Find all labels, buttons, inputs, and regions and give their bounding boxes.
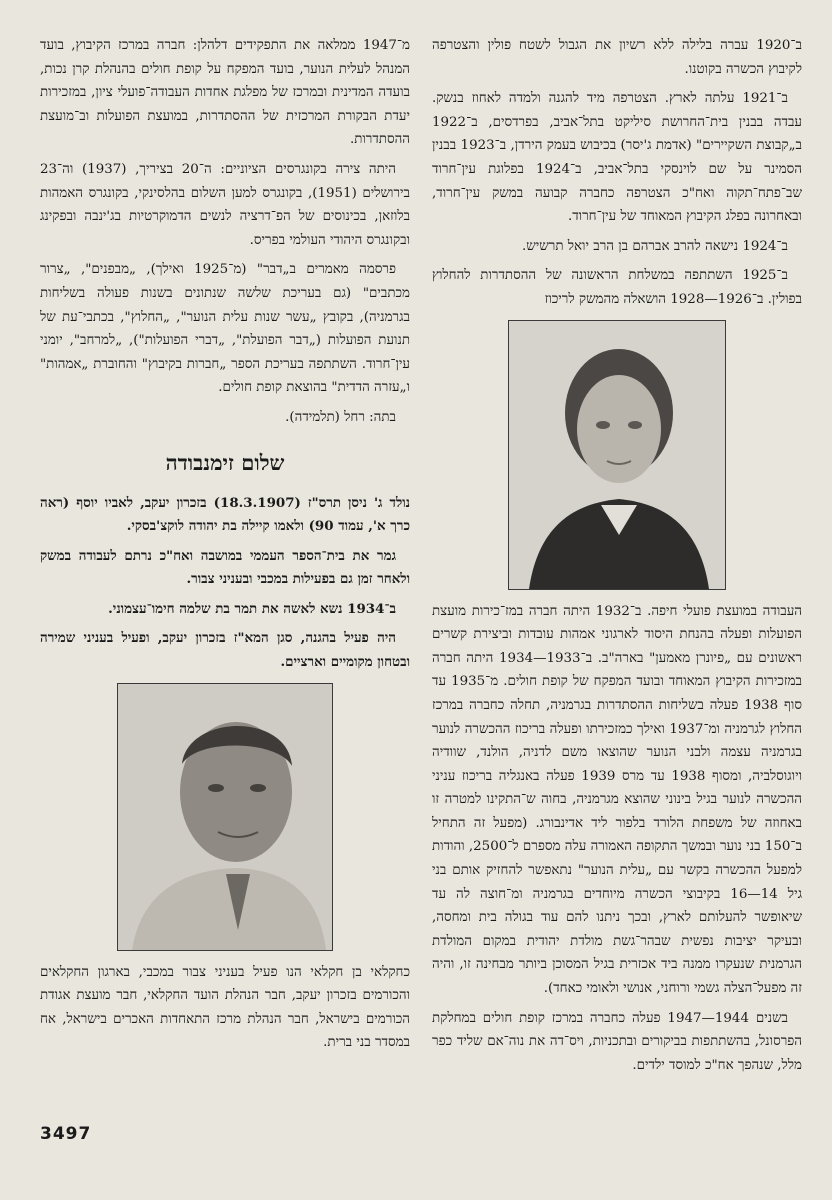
paragraph: ב־1934 נשא לאשה את תמר בת שלמה חימו־עצמוני. xyxy=(108,600,396,617)
right-column xyxy=(432,34,802,1083)
portrait-man-graphic xyxy=(118,684,332,950)
paragraph: גמר את בית־הספר העממי במושבה ואח"כ נרתם לעבודה במשק ולאחר זמן גם בפעילות במכבי ובעניני צבור. xyxy=(40,547,410,588)
left-column xyxy=(40,34,410,1061)
portrait-photo-man xyxy=(117,683,333,951)
page-number: 3497 xyxy=(40,1124,92,1144)
paragraph: כחקלאי בן חקלאי הנו פעיל בעניני צבור במכבי, בארגון החקלאים והכורמים בזכרון יעקב, חבר הנהלת הועד החקלאי, חבר מועצת אגודת הכורמים בישראל, חבר הנהלת מרכז התאחדות האכרים בישראל, אח במסדר בני ברית. xyxy=(40,964,410,1051)
paragraph: בתה: רחל (תלמידה). xyxy=(285,409,396,425)
paragraph: היתה צירה בקונגרסים הציוניים: ה־20 בציריך, (1937) וה־23 בירושלים (1951), בקונגרס למען השלום בהלסינקי, בקונגרס האמהות בלוזאן, בכינוסים של הפ־דרציה לנשים הדמוקרטיות בג'ינבה ובפקינג ובקונגרס היהודי העולמי בפריס. xyxy=(40,161,411,248)
paragraph: פרסמה מאמרים ב„דבר" (מ־1925 ואילך), „מבפנים", „צרור מכתבים" (גם בעריכת שלשה שנתונים בשנות פעולה בשליחות בגרמניה), בקובץ „עשר שנות עלית הנוער", „החלוץ", בכתבי־עת של תנועת הפועלות („דבר הפועלת", „דברי הפועלות"), „למרחב", יומני עין־חרוד. השתתפה בעריכת הספר „חברות בקיבוץ" והחוברת „אמהות" ו„עזרה הדדית" בהוצאת קופת חולים. xyxy=(40,262,410,396)
biography-heading: שלום זימנבודה xyxy=(165,449,285,475)
paragraph: בשנים 1944—1947 פעלה כחברה במרכז קופת חולים במחלקת הפרסונל, בהשתתפות בביקורים ובתכניות, ויס־דה את נוה־אם שליד כפר מלל, שנהפך אח"כ למוסד ילדים. xyxy=(432,1010,802,1073)
paragraph: העבודה במועצת פועלי חיפה. ב־1932 היתה חברה במז־כירות מועצת הפועלות ופעלה בהנחת היסוד לארגוני אמהות עובדות וביצירת קשרים ראשונים עם „פיונרן מאמען" בארה"ב. ב־1933—1934 היתה חברה במזכירות הקיבוץ המאוחד ובועד המפקח של קופת חולים. מ־1935 עד סוף 1938 פעלה בשליחות ההסתדרות בגרמניה, תחלה כחברה במרכז החלוץ לגרמניה ומ־1937 ואילך כמזכירתו ופעלה בריכוז ההכשרה לנוער בגרמניה עצמה ולבני הנוער שהוצאו משם לדניה, הולנד, שוודיה ויוגוסלביה, ומסוף 1938 עד מרס 1939 פעלה באנגליה בריכוז עניני ההכשרה לנוער בגיל בינוני שהוצא מגרמניה, בחוה ש־התקינו למטרה זו באחוזה של משפחת הלורד בלפור ליד אדינבורג. (מפעל זה התחיל ב־150 בני נוער ובמשך התקופה האמורה עלה מספרם ל־2500, והודות למפעל ההכשרה בקשר עם „עלית הנוער" נתאפשר להחזיק אותם בני גיל 14—16 בקיבוצי הכשרה מיוחדים בגרמניה ומ־חוצה לה עד שיאופשר להעלותם לארץ, ובכך ניתנו להם עוד בגולה בית ומחסה, ובעיקר יציבות נפשית שבהר־גשת מולדת יהודית במקום המולדת הגרמנית שנעקרו ממנה ביד אכזרית בגיל המסוכן ביותר מבחינה זו, והיה זה מפעל־הצלה גשמי ורוחני, אנושי ולאומי כאחד). xyxy=(432,603,803,997)
paragraph: נולד ג' ניסן תרס"ז (18.3.1907) בזכרון יעקב, לאביו יוסף (ראה כרך א', עמוד 90) ולאמו קיילה בת יהודה לוקצ'בסקי. xyxy=(40,494,410,535)
paragraph: מ־1947 ממלאה את התפקידים דלהלן: חברה במרכז הקיבוץ, בועד המנהל לעלית הנוער, בועד המפקח על קופת חולים בהנהלת קרן נכות, בועדה המדינית ובמרכז של מפלגת אחדות העבודה־פועלי ציון, במזכירות יעדת הבקורת המרכזית של ההסתדרות, במועצת הפועלות וב־מועצת ההסתדרות. xyxy=(40,38,410,148)
paragraph: ב־1921 עלתה לארץ. הצטרפה מיד להגנה ולמדה לאחוז בנשק. עבדה בבנין בית־החרושת סיליקט בתל־אביב, בפרדסים, ב־1922 ב„קבוצת השקיירים" (אדמת ג'יסר) בכיבוש בעמק הירדן, ב־1923 בבנין הסמינר על שם לוינסקי בתל־אביב, ב־1924 בפלוגת עין־חרוד שב־פתח־תקוה ואח"כ הצטרפה כחברה קבועה במשק עין־חרוד, ובאחרונה בפלג הקיבוץ המאוחד של עין־חרוד. xyxy=(432,91,803,225)
portrait-photo-woman xyxy=(508,320,726,590)
paragraph: ב־1924 נישאה להרב אברהם בן הרב יואל תרשיש. xyxy=(522,238,788,254)
paragraph: היה פעיל בהגנה, סגן המא"ז בזכרון יעקב, ופעיל בעניני שמירה ובטחון מקומיים וארציים. xyxy=(40,630,410,671)
paragraph: ב־1920 עברה בלילה ללא רשיון את הגבול לשטח פולין והצטרפה לקיבוץ הכשרה בקוטנו. xyxy=(432,38,802,77)
portrait-woman-graphic xyxy=(509,321,725,589)
paragraph: ב־1925 השתתפה במשלחת הראשונה של ההסתדרות להחלוץ בפולין. ב־1926—1928 הושאלה מהמשק לריכוז xyxy=(432,268,802,307)
